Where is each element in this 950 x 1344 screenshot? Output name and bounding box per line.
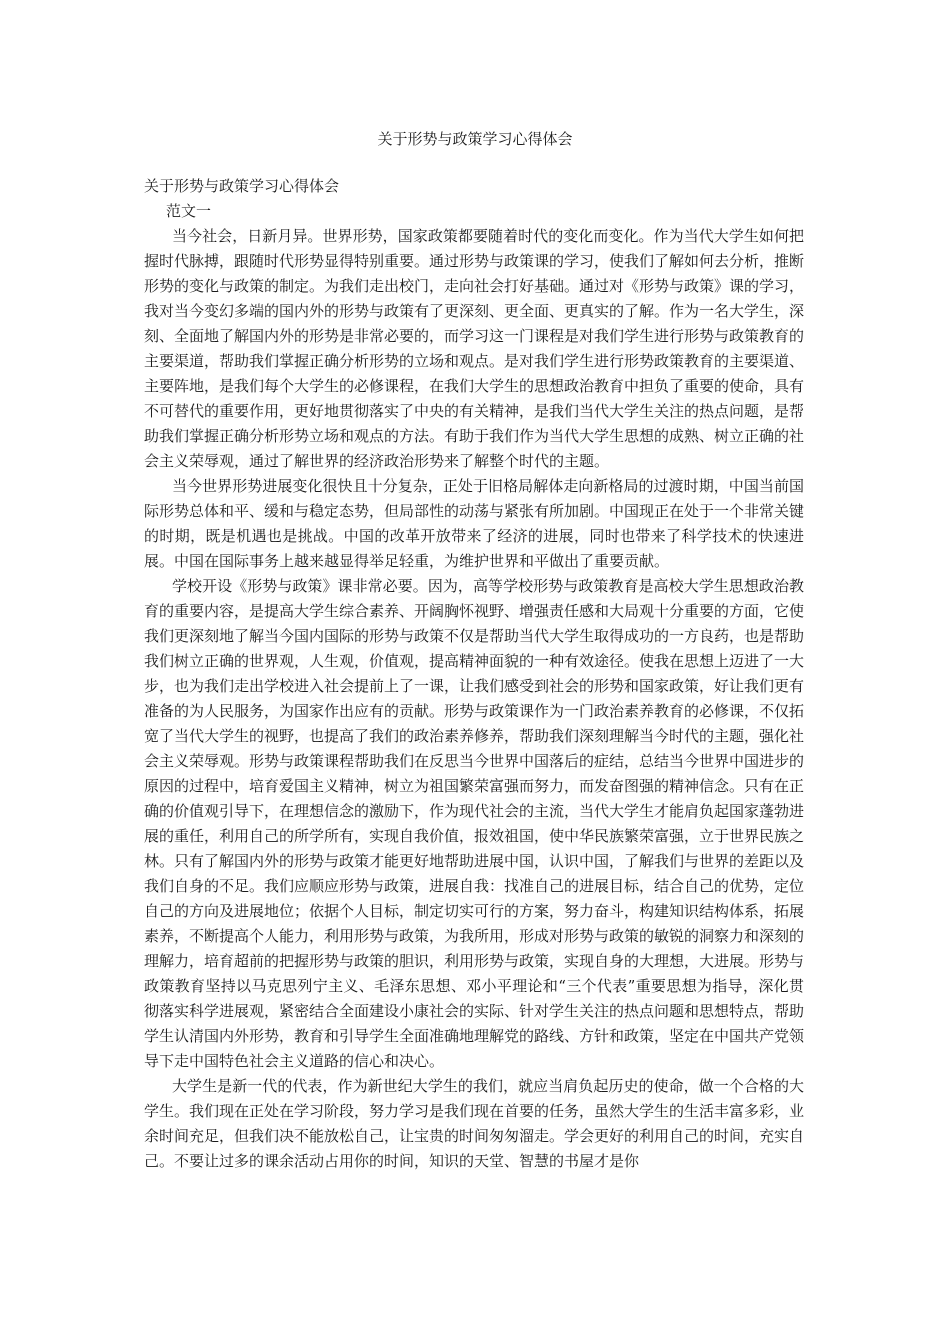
section-label: 范文一: [166, 202, 212, 220]
paragraph-1: 当今社会，日新月异。世界形势，国家政策都要随着时代的变化而变化。作为当代大学生如何把握时代脉搏，跟随时代形势显得特别重要。通过形势与政策课的学习，使我们了解如何去分析，推断形势的变化与政策的制定。为我们走出校门，走向社会打好基础。通过对《形势与政策》课的学习，我对当今变幻多端的国内外的形势与政策有了更深刻、更全面、更真实的了解。作为一名大学生，深刻、全面地了解国内外的形势是非常必要的，而学习这一门课程是对我们学生进行形势与政策教育的主要渠道，帮助我们掌握正确分析形势的立场和观点。是对我们学生进行形势政策教育的主要渠道、主要阵地，是我们每个大学生的必修课程，在我们大学生的思想政治教育中担负了重要的使命，具有不可替代的重要作用，更好地贯彻落实了中央的有关精神，是我们当代大学生关注的热点问题，是帮助我们掌握正确分析形势立场和观点的方法。有助于我们作为当代大学生思想的成熟、树立正确的社会主义荣辱观，通过了解世界的经济政治形势来了解整个时代的主题。: [144, 227, 805, 470]
paragraph-4: 大学生是新一代的代表，作为新世纪大学生的我们，就应当肩负起历史的使命，做一个合格的大学生。我们现在正处在学习阶段，努力学习是我们现在首要的任务，虽然大学生的生活丰富多彩，业余时间充足，但我们决不能放松自己，让宝贵的时间匆匆溜走。学会更好的利用自己的时间，充实自己。不要让过多的课余活动占用你的时间，知识的天堂、智慧的书屋才是你: [144, 1077, 805, 1170]
document-body: [144, 174, 804, 1174]
paragraph-2: 当今世界形势进展变化很快且十分复杂，正处于旧格局解体走向新格局的过渡时期，中国当前国际形势总体和平、缓和与稳定态势，但局部性的动荡与紧张有所加剧。中国现正在处于一个非常关键的时期，既是机遇也是挑战。中国的改革开放带来了经济的进展，同时也带来了科学技术的快速进展。中国在国际事务上越来越显得举足轻重，为维护世界和平做出了重要贡献。: [144, 477, 805, 570]
document-subtitle: 关于形势与政策学习心得体会: [144, 177, 340, 195]
document-title: 关于形势与政策学习心得体会: [377, 130, 573, 148]
paragraph-3: 学校开设《形势与政策》课非常必要。因为，高等学校形势与政策教育是高校大学生思想政治教育的重要内容，是提高大学生综合素养、开阔胸怀视野、增强责任感和大局观十分重要的方面，它使我们更深刻地了解当今国内国际的形势与政策不仅是帮助当代大学生取得成功的一方良药，也是帮助我们树立正确的世界观，人生观，价值观，提高精神面貌的一种有效途径。使我在思想上迈进了一大步，也为我们走出学校进入社会提前上了一课，让我们感受到社会的形势和国家政策，好让我们更有准备的为人民服务，为国家作出应有的贡献。形势与政策课作为一门政治素养教育的必修课，不仅拓宽了当代大学生的视野，也提高了我们的政治素养修养，帮助我们深刻理解当今时代的主题，强化社会主义荣辱观。形势与政策课程帮助我们在反思当今世界中国落后的症结，总结当今世界中国进步的原因的过程中，培育爱国主义精神，树立为祖国繁荣富强而努力，而发奋图强的精神信念。只有在正确的价值观引导下，在理想信念的激励下，作为现代社会的主流，当代大学生才能肩负起国家蓬勃进展的重任，利用自己的所学所有，实现自我价值，报效祖国，使中华民族繁荣富强，立于世界民族之林。只有了解国内外的形势与政策才能更好地帮助进展中国，认识中国，了解我们与世界的差距以及我们自身的不足。我们应顺应形势与政策，进展自我：找准自己的进展目标，结合自己的优势，定位自己的方向及进展地位；依据个人目标，制定切实可行的方案，努力奋斗，构建知识结构体系，拓展素养，不断提高个人能力，利用形势与政策，为我所用，形成对形势与政策的敏锐的洞察力和深刻的理解力，培育超前的把握形势与政策的胆识，利用形势与政策，实现自身的大理想，大进展。形势与政策教育坚持以马克思列宁主义、毛泽东思想、邓小平理论和“三个代表”重要思想为指导，深化贯彻落实科学进展观，紧密结合全面建设小康社会的实际、针对学生关注的热点问题和思想特点，帮助学生认清国内外形势，教育和引导学生全面准确地理解党的路线、方针和政策，坚定在中国共产党领导下走中国特色社会主义道路的信心和决心。: [144, 577, 805, 1070]
